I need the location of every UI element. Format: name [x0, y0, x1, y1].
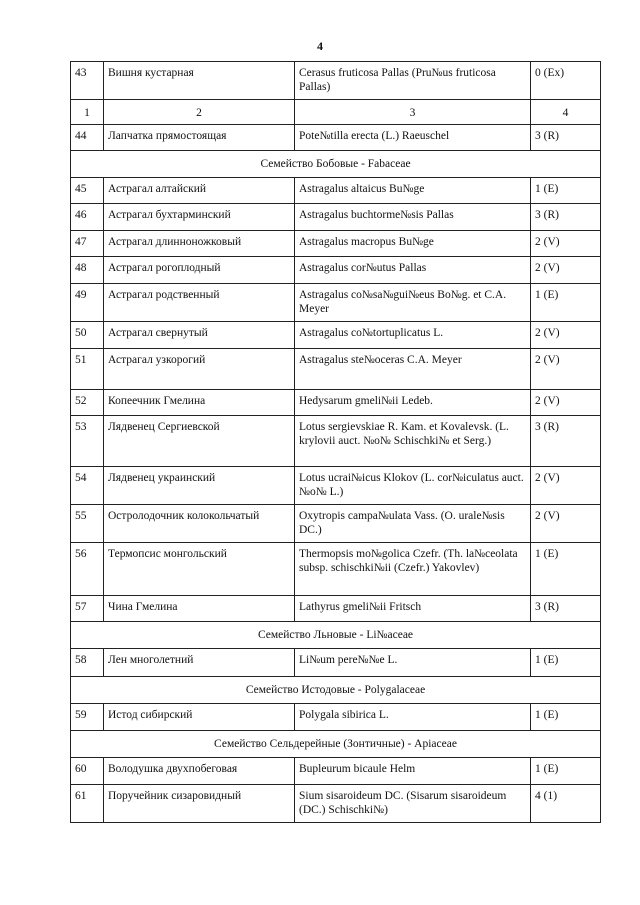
row-number: 44 — [71, 125, 104, 151]
species-row — [71, 704, 601, 731]
latin-name: Astragalus co№tortuplicatus L. — [295, 322, 531, 349]
status-category: 4 (1) — [531, 785, 601, 823]
row-number: 57 — [71, 596, 104, 622]
species-row — [71, 758, 601, 785]
family-row — [71, 151, 601, 178]
species-row — [71, 322, 601, 349]
species-row — [71, 596, 601, 622]
latin-name: Astragalus cor№utus Pallas — [295, 257, 531, 284]
species-row — [71, 178, 601, 204]
status-category: 1 (E) — [531, 704, 601, 731]
status-category: 1 (E) — [531, 649, 601, 677]
column-number: 3 — [295, 100, 531, 125]
status-category: 2 (V) — [531, 467, 601, 505]
family-row — [71, 677, 601, 704]
row-number: 45 — [71, 178, 104, 204]
russian-name: Астрагал родственный — [104, 284, 295, 322]
russian-name: Чина Гмелина — [104, 596, 295, 622]
status-category: 1 (E) — [531, 758, 601, 785]
row-number: 53 — [71, 416, 104, 467]
status-category: 2 (V) — [531, 231, 601, 257]
russian-name: Астрагал длинноножковый — [104, 231, 295, 257]
latin-name: Bupleurum bicaule Helm — [295, 758, 531, 785]
row-number: 52 — [71, 390, 104, 416]
species-row — [71, 649, 601, 677]
row-number: 48 — [71, 257, 104, 284]
latin-name: Lotus sergievskiae R. Kam. et Kovalevsk. (L. krylovii auct. №o№ Schischki№ et Serg.) — [295, 416, 531, 467]
family-row — [71, 622, 601, 649]
latin-name: Thermopsis mo№golica Czefr. (Th. la№ceolata subsp. schischki№ii (Czefr.) Yakovlev) — [295, 543, 531, 596]
russian-name: Копеечник Гмелина — [104, 390, 295, 416]
status-category: 2 (V) — [531, 322, 601, 349]
status-category: 3 (R) — [531, 416, 601, 467]
row-number: 49 — [71, 284, 104, 322]
page-number: 4 — [317, 39, 323, 53]
status-category: 2 (V) — [531, 257, 601, 284]
russian-name: Остролодочник колокольчатый — [104, 505, 295, 543]
russian-name: Вишня кустарная — [104, 62, 295, 100]
species-row — [71, 284, 601, 322]
species-row — [71, 505, 601, 543]
row-number: 58 — [71, 649, 104, 677]
row-number: 59 — [71, 704, 104, 731]
species-row — [71, 257, 601, 284]
status-category: 3 (R) — [531, 204, 601, 231]
species-row — [71, 204, 601, 231]
latin-name: Polygala sibirica L. — [295, 704, 531, 731]
row-number: 50 — [71, 322, 104, 349]
status-category: 1 (E) — [531, 178, 601, 204]
latin-name: Li№um pere№№e L. — [295, 649, 531, 677]
latin-name: Oxytropis campa№ulata Vass. (O. urale№sis DC.) — [295, 505, 531, 543]
family-heading: Семейство Бобовые - Fabaceae — [71, 151, 601, 178]
latin-name: Astragalus macropus Bu№ge — [295, 231, 531, 257]
status-category: 2 (V) — [531, 349, 601, 390]
family-heading: Семейство Истодовые - Polygalaceae — [71, 677, 601, 704]
row-number: 51 — [71, 349, 104, 390]
row-number: 60 — [71, 758, 104, 785]
russian-name: Истод сибирский — [104, 704, 295, 731]
russian-name: Володушка двухпобеговая — [104, 758, 295, 785]
species-row — [71, 543, 601, 596]
family-row — [71, 731, 601, 758]
row-number: 43 — [71, 62, 104, 100]
latin-name: Hedysarum gmeli№ii Ledeb. — [295, 390, 531, 416]
family-heading: Семейство Сельдерейные (Зонтичные) - Apiaceae — [71, 731, 601, 758]
species-row — [71, 416, 601, 467]
status-category: 2 (V) — [531, 390, 601, 416]
column-number: 2 — [104, 100, 295, 125]
latin-name: Astragalus altaicus Bu№ge — [295, 178, 531, 204]
row-number: 61 — [71, 785, 104, 823]
species-row — [71, 125, 601, 151]
russian-name: Астрагал свернутый — [104, 322, 295, 349]
column-number-row — [71, 100, 601, 125]
row-number: 56 — [71, 543, 104, 596]
latin-name: Astragalus ste№oceras C.A. Meyer — [295, 349, 531, 390]
russian-name: Поручейник сизаровидный — [104, 785, 295, 823]
status-category: 1 (E) — [531, 543, 601, 596]
status-category: 3 (R) — [531, 596, 601, 622]
species-row — [71, 785, 601, 823]
row-number: 46 — [71, 204, 104, 231]
species-row — [71, 62, 601, 100]
russian-name: Астрагал бухтарминский — [104, 204, 295, 231]
column-number: 1 — [71, 100, 104, 125]
species-table — [70, 61, 601, 823]
status-category: 0 (Ex) — [531, 62, 601, 100]
status-category: 1 (E) — [531, 284, 601, 322]
russian-name: Лапчатка прямостоящая — [104, 125, 295, 151]
species-row — [71, 231, 601, 257]
row-number: 54 — [71, 467, 104, 505]
russian-name: Лен многолетний — [104, 649, 295, 677]
latin-name: Lathyrus gmeli№ii Fritsch — [295, 596, 531, 622]
russian-name: Астрагал рогоплодный — [104, 257, 295, 284]
family-heading: Семейство Льновые - Li№aceae — [71, 622, 601, 649]
russian-name: Лядвенец Сергиевской — [104, 416, 295, 467]
row-number: 55 — [71, 505, 104, 543]
status-category: 2 (V) — [531, 505, 601, 543]
species-row — [71, 467, 601, 505]
latin-name: Astragalus co№sa№gui№eus Bo№g. et C.A. Meyer — [295, 284, 531, 322]
species-row — [71, 390, 601, 416]
species-row — [71, 349, 601, 390]
latin-name: Astragalus buchtorme№sis Pallas — [295, 204, 531, 231]
status-category: 3 (R) — [531, 125, 601, 151]
latin-name: Sium sisaroideum DC. (Sisarum sisaroideum (DC.) Schischki№) — [295, 785, 531, 823]
russian-name: Астрагал узкорогий — [104, 349, 295, 390]
russian-name: Астрагал алтайский — [104, 178, 295, 204]
latin-name: Pote№tilla erecta (L.) Raeuschel — [295, 125, 531, 151]
row-number: 47 — [71, 231, 104, 257]
column-number: 4 — [531, 100, 601, 125]
russian-name: Термопсис монгольский — [104, 543, 295, 596]
latin-name: Cerasus fruticosa Pallas (Pru№us fruticosa Pallas) — [295, 62, 531, 100]
russian-name: Лядвенец украинский — [104, 467, 295, 505]
latin-name: Lotus ucrai№icus Klokov (L. cor№iculatus auct. №o№ L.) — [295, 467, 531, 505]
